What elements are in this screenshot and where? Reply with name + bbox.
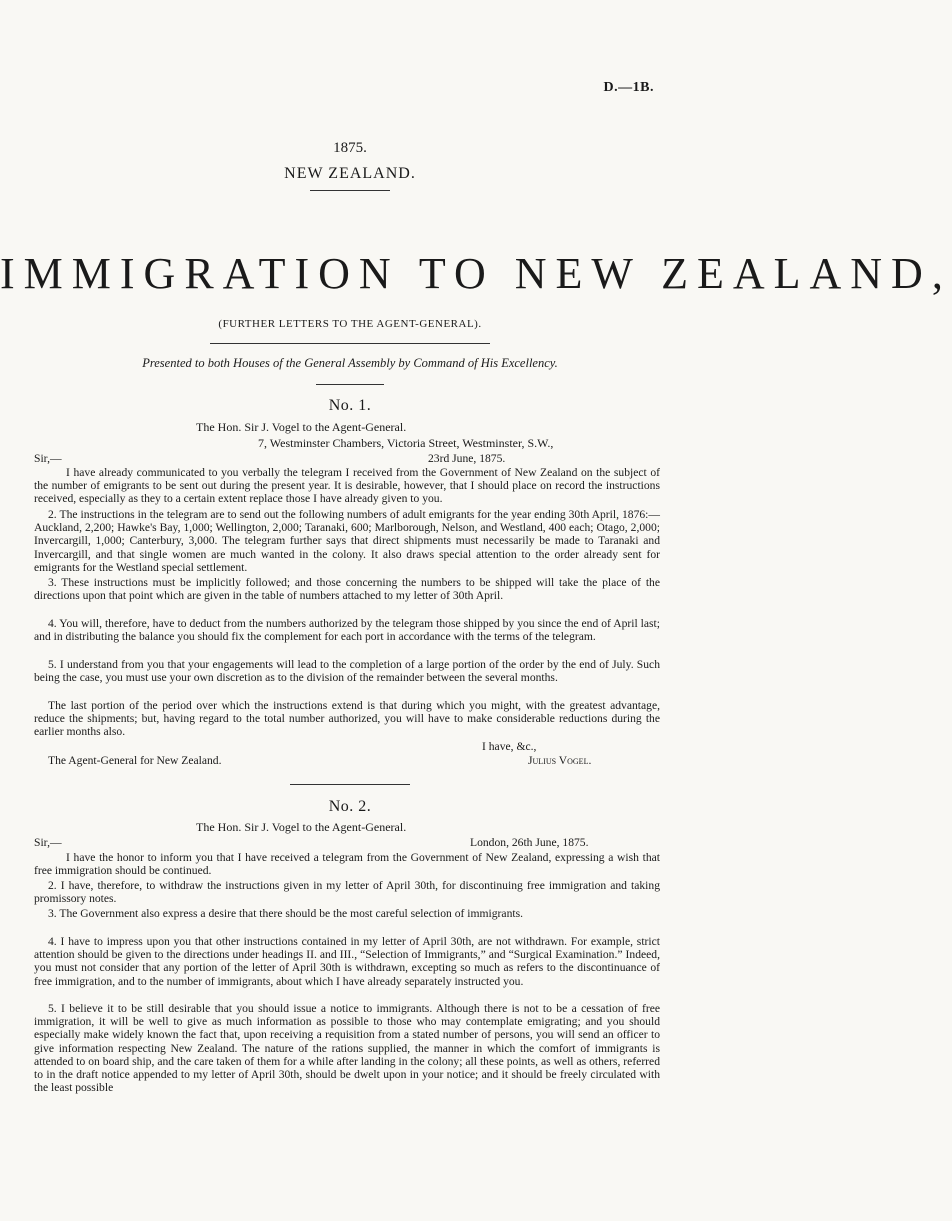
letter-1-paragraph: 3. These instructions must be implicitly followed; and those concerning the numbers to be shipped will take the place of the directions upon that point which are given in the table of numbers attached to my letter of 30th April. (34, 576, 660, 603)
divider (210, 343, 490, 344)
letter-1-from-to: The Hon. Sir J. Vogel to the Agent-General. (196, 420, 407, 434)
letter-2-from-to: The Hon. Sir J. Vogel to the Agent-General. (196, 820, 407, 834)
document-title: IMMIGRATION TO NEW ZEALAND, (0, 249, 952, 298)
year: 1875. (333, 140, 367, 156)
letter-2-number: No. 2. (328, 798, 372, 815)
document-reference: D.—1B. (603, 80, 654, 95)
letter-1-paragraph: 4. You will, therefore, have to deduct from the numbers authorized by the telegram those shipped by you since the end of April last; and in distributing the balance you should fix the complement for each port in accordance with the terms of the telegram. (34, 617, 660, 644)
letter-2-paragraph: I have the honor to inform you that I have received a telegram from the Government of New Zealand, expressing a wish that free immigration should be continued. (34, 851, 660, 878)
document-subtitle: (FURTHER LETTERS TO THE AGENT-GENERAL). (218, 318, 482, 330)
letter-1-paragraph: The last portion of the period over which the instructions extend is that during which you might, with the greatest advantage, reduce the shipments; but, having regard to the total number authorized, you will have to make considerable reductions during the earlier months also. (34, 699, 660, 739)
letter-1-recipient: The Agent-General for New Zealand. (48, 754, 222, 767)
letter-2-paragraph: 5. I believe it to be still desirable that you should issue a notice to immigrants. Although there is not to be a cessation of free immigration, it will be well to give as much information as possible to those who may contemplate emigrating; and you should especially make widely known the fact that, upon receiving a requisition from a stated number of persons, you will send an officer to give information respecting New Zealand. The nature of the rations supplied, the manner in which the comfort of immigrants is attended to on board ship, and the care taken of them for a while after landing in the colony; all these points, as well as others, referred to in the draft notice appended to my letter of April 30th, should be dwelt upon in your notice; and it should be freely circulated with the least possible (34, 1002, 660, 1095)
letter-2-paragraph: 3. The Government also express a desire that there should be the most careful selection of immigrants. (48, 907, 523, 920)
letter-1-date: 23rd June, 1875. (428, 452, 506, 465)
letter-1-paragraph: I have already communicated to you verbally the telegram I received from the Government of New Zealand on the subject of the number of emigrants to be sent out during the present year. It is desirable, however, that I should place on record the instructions received, especially as they to a certain extent replace those I have already given to you. (34, 466, 660, 506)
letter-1-salutation: Sir,— (34, 452, 62, 465)
letter-2-paragraph: 2. I have, therefore, to withdraw the instructions given in my letter of April 30th, for discontinuing free immigration and taking promissory notes. (34, 879, 660, 906)
presentation-line: Presented to both Houses of the General Assembly by Command of His Excellency. (142, 356, 558, 370)
country-heading: NEW ZEALAND. (284, 165, 416, 182)
letter-2-salutation: Sir,— (34, 836, 62, 849)
divider (316, 384, 384, 385)
letter-1-closing: I have, &c., (482, 740, 537, 753)
short-divider (310, 190, 390, 191)
letter-2-date: London, 26th June, 1875. (470, 836, 589, 849)
section-divider (290, 784, 410, 785)
letter-1-paragraph: 2. The instructions in the telegram are to send out the following numbers of adult emigrants for the year ending 30th April, 1876:—Auckland, 2,200; Hawke's Bay, 1,000; Wellington, 2,000; Taranaki, 600; Marlborough, Nelson, and Westland, 400 each; Otago, 2,000; Invercargill, 1,000; Canterbury, 3,000. The telegram further says that direct shipments must necessarily be made to Taranaki and Invercargill, and that single women are much wanted in the colony. It also draws special attention to the order already sent for emigrants for the Westland special settlement. (34, 508, 660, 574)
letter-1-address: 7, Westminster Chambers, Victoria Street, Westminster, S.W., (258, 436, 554, 450)
letter-1-paragraph: 5. I understand from you that your engagements will lead to the completion of a large portion of the order by the end of July. Such being the case, you must use your own discretion as to the division of the remainder between the several months. (34, 658, 660, 685)
letter-1-signature: Julius Vogel. (528, 754, 592, 767)
letter-1-number: No. 1. (328, 397, 372, 414)
letter-2-paragraph: 4. I have to impress upon you that other instructions contained in my letter of April 30th, are not withdrawn. For example, strict attention should be given to the directions under headings II. and III., “Selection of Immigrants,” and “Surgical Examination.” Indeed, you must not consider that any portion of the letter of April 30th is withdrawn, excepting so much as refers to the discontinuance of free immigration, and to the number of immigrants, about which I have already separately instructed you. (34, 935, 660, 988)
